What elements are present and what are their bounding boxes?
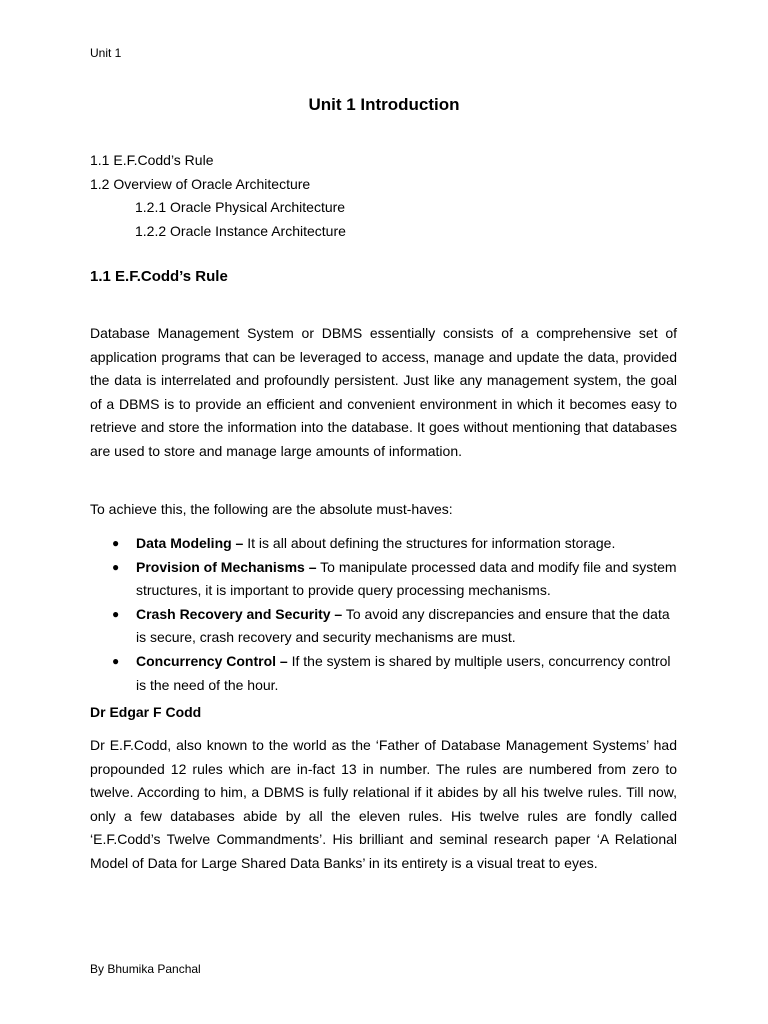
must-haves-list [90, 532, 677, 697]
page-header: Unit 1 [90, 46, 122, 60]
list-item [90, 603, 677, 650]
list-item-term: Concurrency Control – [136, 652, 288, 669]
codd-paragraph: Dr E.F.Codd, also known to the world as the ‘Father of Database Management Systems’ had propounded 12 rules which are in-fact 13 in number. The rules are numbered from zero to twelve. According to him, a DBMS is fully relational if it abides by all his twelve rules. Till now, only a few databases abide by all the eleven rules. His twelve rules are fondly called ‘E.F.Codd’s Twelve Commandments’. His brilliant and seminal research paper ‘A Relational Model of Data for Large Shared Data Banks’ in its entirety is a visual treat to eyes. [90, 737, 677, 871]
toc-item: 1.1 E.F.Codd’s Rule [90, 152, 214, 168]
toc-subitem: 1.2.2 Oracle Instance Architecture [135, 222, 346, 239]
list-item [90, 556, 677, 603]
list-item-term: Crash Recovery and Security – [136, 605, 343, 622]
list-item-text: It is all about defining the structures for information storage. [243, 535, 616, 551]
section-heading: 1.1 E.F.Codd’s Rule [90, 268, 228, 285]
toc-item: 1.2 Overview of Oracle Architecture [90, 175, 311, 192]
table-of-contents [90, 149, 346, 243]
must-haves-paragraph: To achieve this, the following are the absolute must-haves: [90, 501, 453, 517]
intro-paragraph: Database Management System or DBMS essentially consists of a comprehensive set of application programs that can be leveraged to access, manage and update the data, provided the data is interrelated and profoundly persistent. Just like any management system, the goal of a DBMS is to provide an efficient and convenient environment in which it becomes easy to retrieve and store the information into the database. It goes without mentioning that databases are used to store and manage large amounts of information. [90, 325, 677, 459]
toc-subitem: 1.2.1 Oracle Physical Architecture [135, 199, 346, 215]
list-item-term: Data Modeling – [136, 535, 244, 551]
page-title: Unit 1 Introduction [308, 95, 460, 114]
bullet-icon: ● [112, 653, 120, 668]
list-item-text: To manipulate processed data and modify file and system structures, it is important to provide query processing mechanisms. [136, 558, 677, 599]
list-item-text: If the system is shared by multiple users, concurrency control is the need of the hour. [136, 652, 671, 693]
subheading: Dr Edgar F Codd [90, 704, 202, 720]
bullet-icon: ● [112, 559, 120, 574]
list-item-term: Provision of Mechanisms – [136, 558, 317, 575]
bullet-icon: ● [112, 536, 120, 550]
bullet-icon: ● [112, 606, 120, 621]
list-item-text: To avoid any discrepancies and ensure that the data is secure, crash recovery and security mechanisms are must. [136, 605, 670, 646]
page-footer: By Bhumika Panchal [90, 962, 201, 976]
list-item [90, 650, 677, 697]
list-item [90, 532, 677, 556]
